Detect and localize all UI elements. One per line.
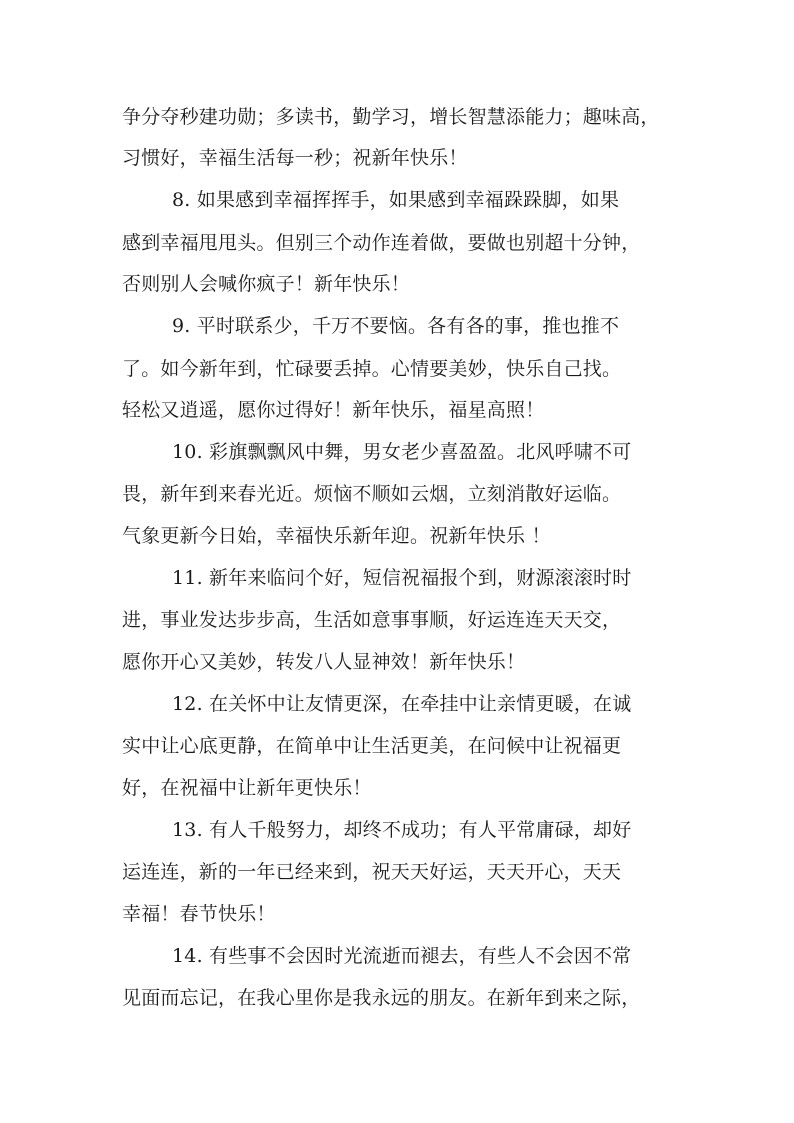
text-line: 争分夺秒建功勋；多读书，勤学习，增长智慧添能力；趣味高， <box>122 106 660 128</box>
text-line: 幸福！春节快乐！ <box>122 903 276 925</box>
text-line: 否则别人会喊你疯子！新年快乐！ <box>122 273 411 295</box>
text-line: 习惯好，幸福生活每一秒；祝新年快乐！ <box>122 147 468 169</box>
paragraph-12-first-line: 12. 在关怀中让友情更深，在牵挂中让亲情更暖，在诚 <box>172 693 632 715</box>
paragraph-13-first-line: 13. 有人千般努力，却终不成功；有人平常庸碌，却好 <box>172 819 632 841</box>
text-line: 实中让心底更静，在简单中让生活更美，在问候中让祝福更 <box>122 735 622 757</box>
text-line: 气象更新今日始，幸福快乐新年迎。祝新年快乐 ！ <box>122 525 551 547</box>
text-line: 进，事业发达步步高，生活如意事事顺，好运连连天天交， <box>122 609 622 631</box>
paragraph-10-first-line: 10. 彩旗飘飘风中舞，男女老少喜盈盈。北风呼啸不可 <box>172 441 632 463</box>
text-line: 轻松又逍遥，愿你过得好！新年快乐，福星高照！ <box>122 399 545 421</box>
text-line: 运连连，新的一年已经来到，祝天天好运，天天开心，天天 <box>122 861 622 883</box>
text-line: 好，在祝福中让新年更快乐！ <box>122 777 372 799</box>
text-line: 愿你开心又美妙，转发八人显神效！新年快乐！ <box>122 651 526 673</box>
paragraph-9-first-line: 9. 平时联系少，千万不要恼。各有各的事，推也推不 <box>172 315 620 337</box>
text-line: 畏，新年到来春光近。烦恼不顺如云烟，立刻消散好运临。 <box>122 483 622 505</box>
paragraph-11-first-line: 11. 新年来临问个好，短信祝福报个到，财源滚滚时时 <box>172 567 632 589</box>
paragraph-8-first-line: 8. 如果感到幸福挥挥手，如果感到幸福跺跺脚，如果 <box>172 189 620 211</box>
text-line: 了。如今新年到，忙碌要丢掉。心情要美妙，快乐自己找。 <box>122 358 622 380</box>
text-line: 感到幸福甩甩头。但别三个动作连着做，要做也别超十分钟， <box>122 232 641 254</box>
text-line: 见面而忘记，在我心里你是我永远的朋友。在新年到来之际， <box>122 987 641 1009</box>
paragraph-14-first-line: 14. 有些事不会因时光流逝而褪去，有些人不会因不常 <box>172 945 632 967</box>
